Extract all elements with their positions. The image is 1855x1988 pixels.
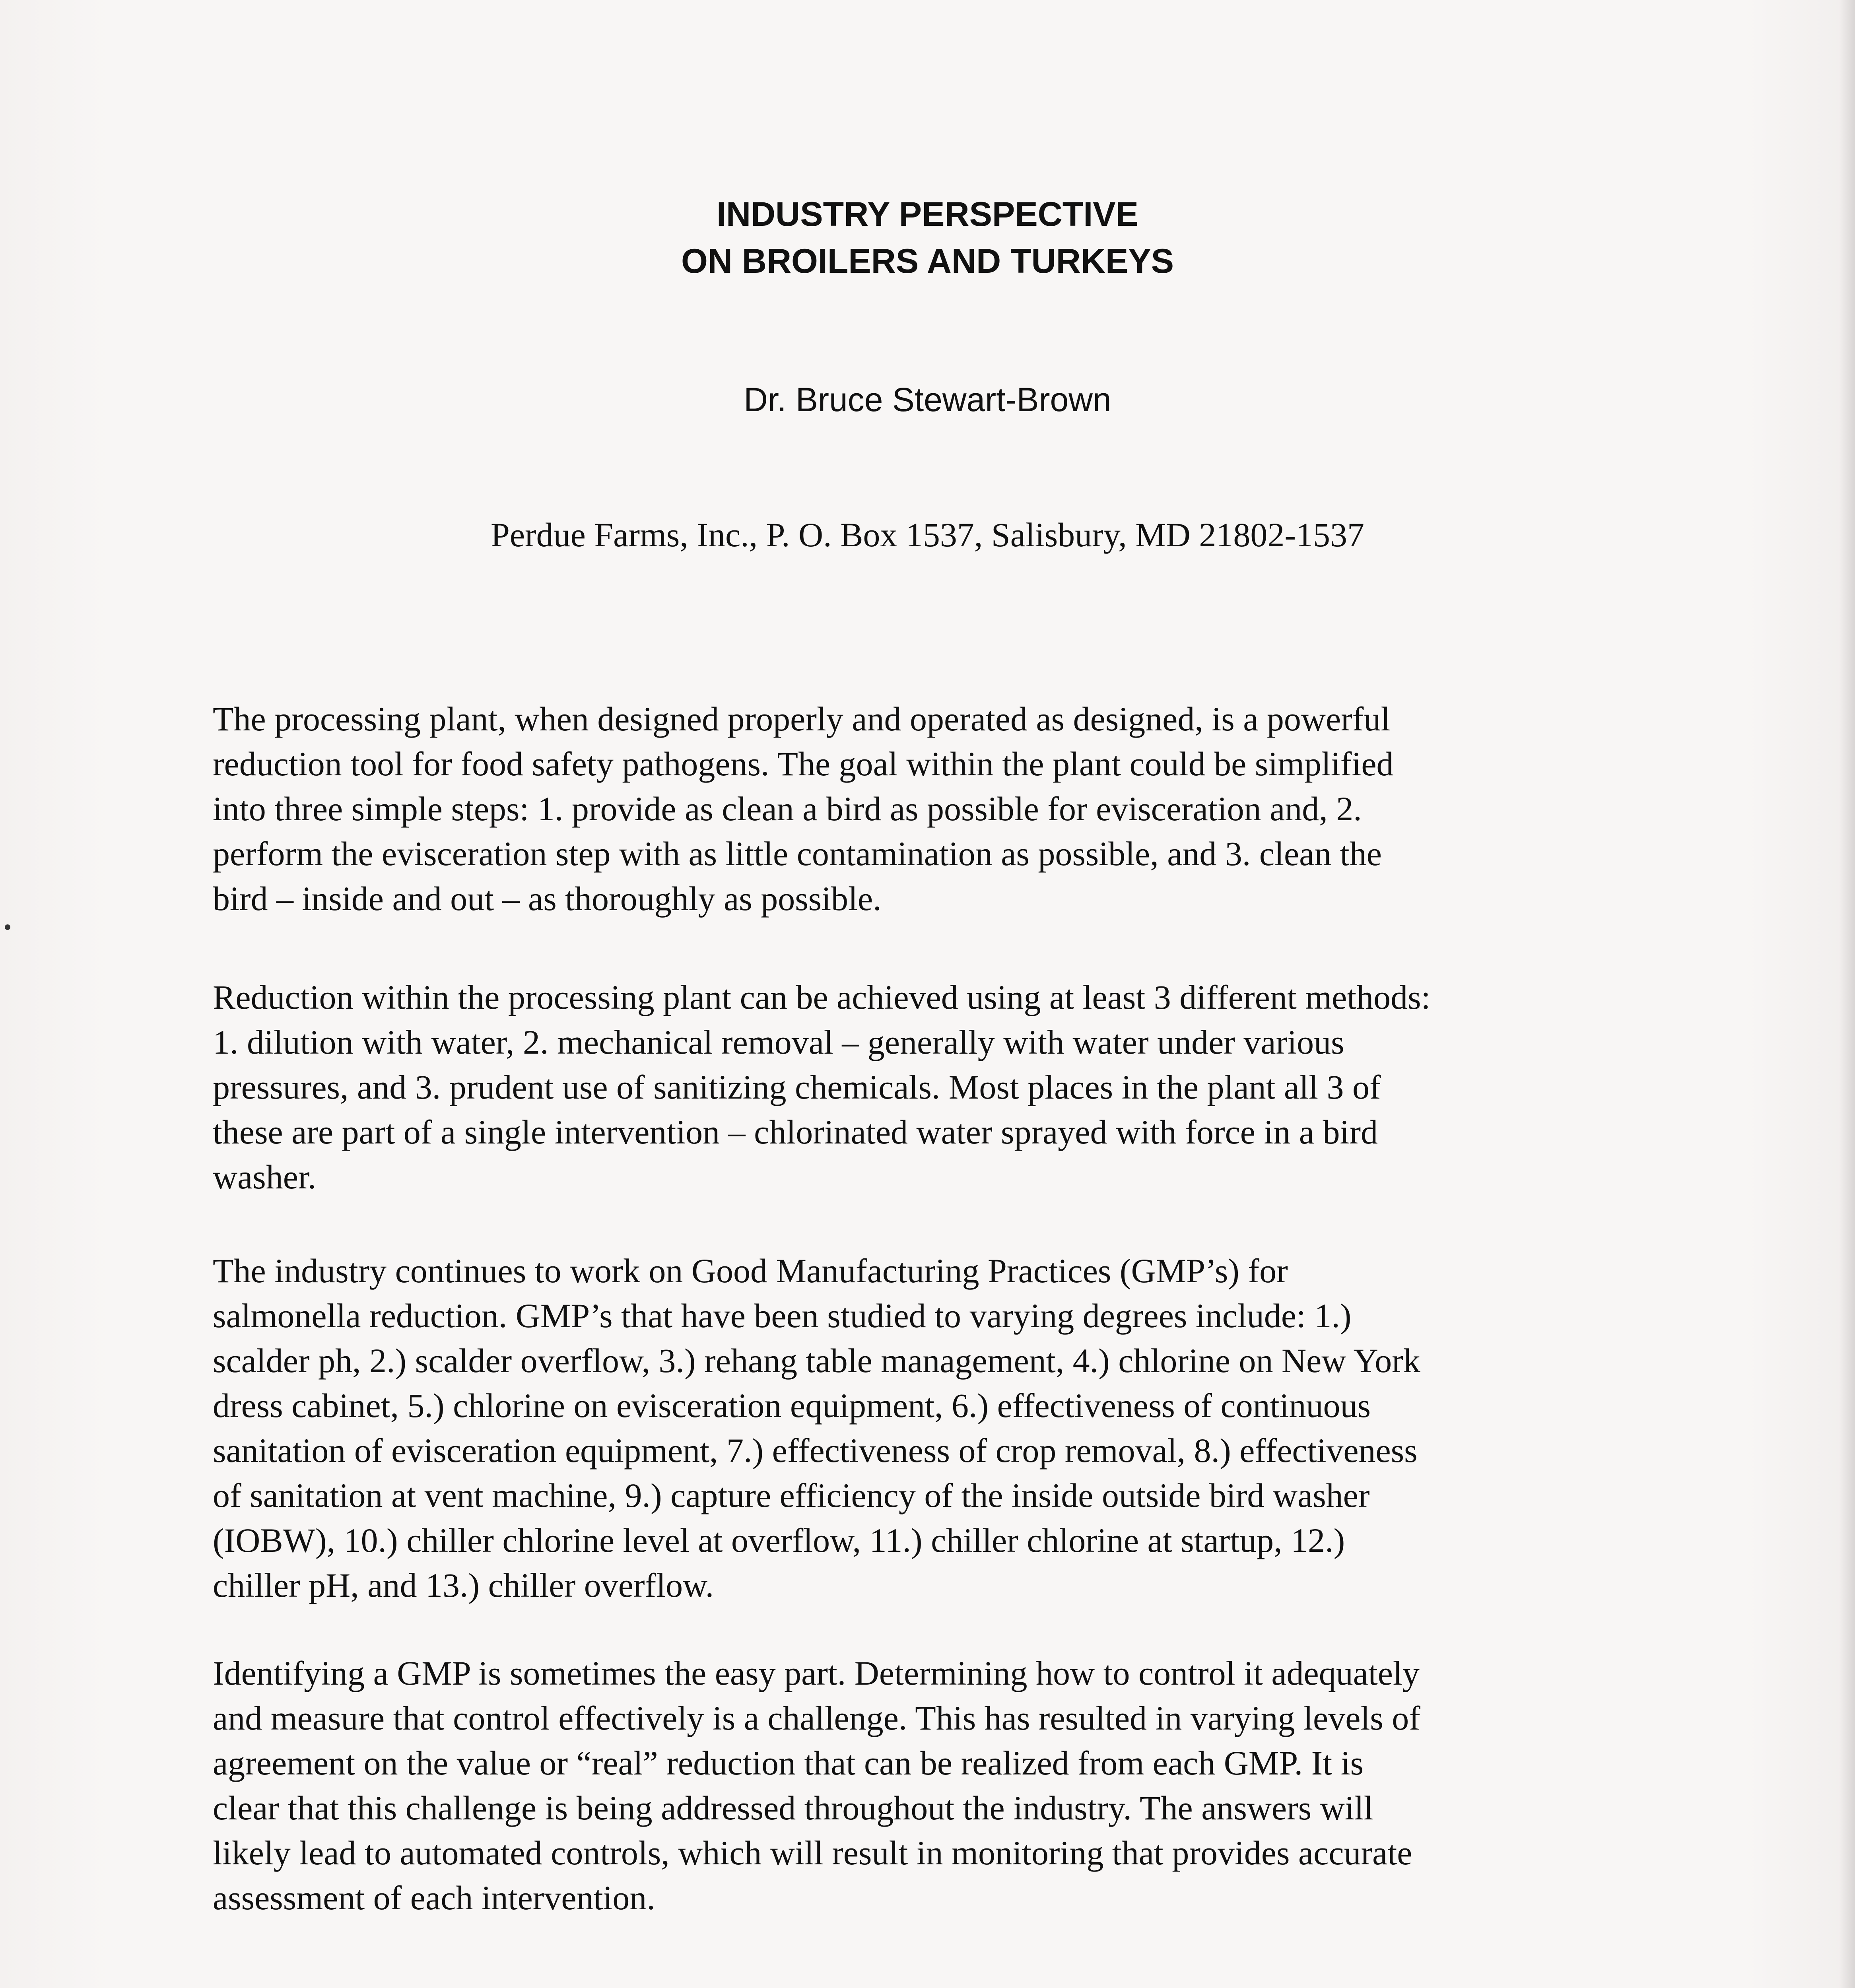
paragraph-line: salmonella reduction. GMP’s that have been studied to varying degrees include: 1.)	[213, 1297, 1352, 1335]
stray-ink-mark	[5, 924, 10, 930]
paragraph-line: Identifying a GMP is sometimes the easy part. Determining how to control it adequately	[213, 1654, 1420, 1692]
paragraph-line: of sanitation at vent machine, 9.) capture efficiency of the inside outside bird washer	[213, 1476, 1370, 1514]
page-edge-shadow	[1839, 0, 1855, 1988]
paragraph-line: scalder ph, 2.) scalder overflow, 3.) rehang table management, 4.) chlorine on New York	[213, 1342, 1420, 1380]
paragraph-line: The processing plant, when designed properly and operated as designed, is a powerful	[213, 700, 1391, 738]
paragraph-line: washer.	[213, 1158, 317, 1196]
title-line: INDUSTRY PERSPECTIVE	[717, 195, 1138, 233]
paragraph-line: agreement on the value or “real” reduction that can be realized from each GMP. It is	[213, 1744, 1364, 1782]
paragraph-line: perform the evisceration step with as little contamination as possible, and 3. clean the	[213, 835, 1382, 873]
body-paragraph	[213, 697, 1644, 921]
paragraph-line: assessment of each intervention.	[213, 1879, 655, 1917]
body-paragraph	[213, 1651, 1644, 1920]
paragraph-line: clear that this challenge is being addressed throughout the industry. The answers will	[213, 1789, 1373, 1827]
paragraph-line: into three simple steps: 1. provide as clean a bird as possible for evisceration and, 2.	[213, 790, 1362, 828]
paragraph-line: bird – inside and out – as thoroughly as possible.	[213, 879, 882, 918]
author-affiliation: Perdue Farms, Inc., P. O. Box 1537, Salisbury, MD 21802-1537	[491, 516, 1364, 554]
paragraph-line: The industry continues to work on Good Manufacturing Practices (GMP’s) for	[213, 1252, 1288, 1290]
title-line: ON BROILERS AND TURKEYS	[681, 242, 1174, 280]
paragraph-line: chiller pH, and 13.) chiller overflow.	[213, 1566, 714, 1604]
paragraph-line: likely lead to automated controls, which will result in monitoring that provides accurate	[213, 1834, 1412, 1872]
paragraph-line: sanitation of evisceration equipment, 7.) effectiveness of crop removal, 8.) effectiveness	[213, 1431, 1418, 1470]
paragraph-line: 1. dilution with water, 2. mechanical removal – generally with water under various	[213, 1023, 1344, 1061]
paragraph-line: (IOBW), 10.) chiller chlorine level at overflow, 11.) chiller chlorine at startup, 12.)	[213, 1521, 1345, 1559]
paragraph-line: pressures, and 3. prudent use of sanitizing chemicals. Most places in the plant all 3 of	[213, 1068, 1381, 1106]
paragraph-line: and measure that control effectively is a challenge. This has resulted in varying levels of	[213, 1699, 1420, 1737]
paragraph-line: dress cabinet, 5.) chlorine on evisceration equipment, 6.) effectiveness of continuous	[213, 1386, 1371, 1425]
paragraph-line: Reduction within the processing plant can be achieved using at least 3 different methods:	[213, 978, 1431, 1016]
document-title	[0, 191, 1855, 285]
author-name: Dr. Bruce Stewart-Brown	[744, 381, 1111, 418]
body-paragraph	[213, 1248, 1644, 1608]
body-paragraph	[213, 975, 1644, 1200]
paragraph-line: reduction tool for food safety pathogens. The goal within the plant could be simplified	[213, 745, 1394, 783]
paragraph-line: these are part of a single intervention – chlorinated water sprayed with force in a bird	[213, 1113, 1378, 1151]
